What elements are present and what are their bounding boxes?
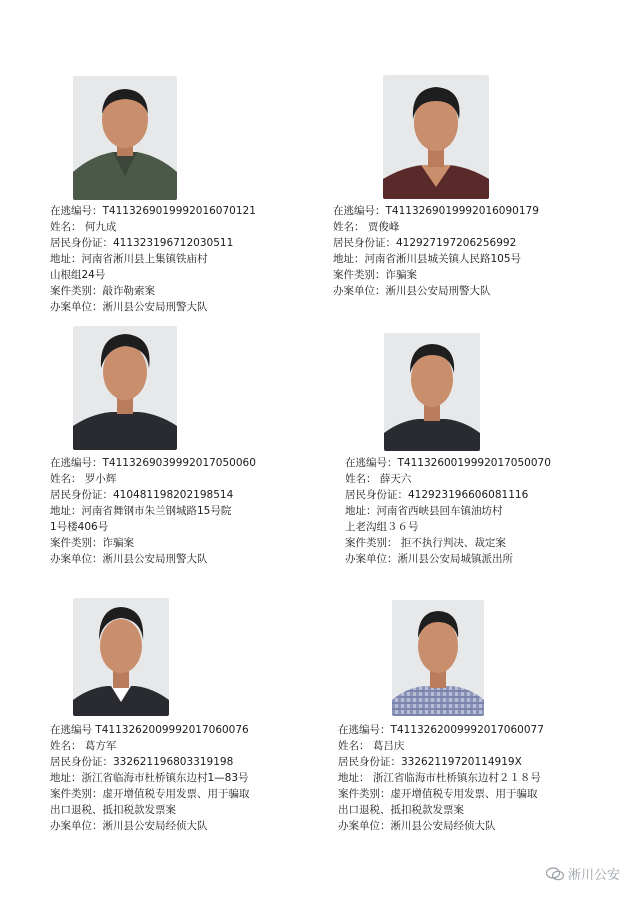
handling-unit: 办案单位：淅川县公安局经侦大队 (338, 820, 496, 832)
wanted-number: 在逃编号：T4113262009992017060077 (338, 724, 544, 736)
wanted-number: 在逃编号 T4113262009992017060076 (50, 724, 249, 736)
address: 地址：河南省西峡县回车镇油坊村 (345, 505, 503, 517)
id-number: 居民身份证：412927197206256992 (333, 237, 517, 249)
suspect-info (50, 203, 256, 315)
suspect-name: 姓名： 葛方军 (50, 740, 117, 752)
suspect-name: 姓名： 薛天六 (345, 473, 412, 485)
id-number: 居民身份证：33262119720114919X (338, 756, 522, 768)
id-number: 居民身份证：410481198202198514 (50, 489, 234, 501)
case-type-continued: 出口退税、抵扣税款发票案 (50, 804, 176, 816)
address: 地址：河南省淅川县城关镇人民路105号 (333, 253, 522, 265)
suspect-info (333, 203, 539, 299)
suspect-name: 姓名： 贾俊峰 (333, 221, 400, 233)
case-type: 案件类别： 拒不执行判决、裁定案 (345, 537, 506, 549)
suspect-name: 姓名： 罗小辉 (50, 473, 117, 485)
handling-unit: 办案单位：淅川县公安局经侦大队 (50, 820, 208, 832)
suspect-name: 姓名： 葛吕庆 (338, 740, 405, 752)
address-continued: 1号楼406号 (50, 521, 109, 533)
address: 地址：河南省淅川县上集镇铁庙村 (50, 253, 208, 265)
suspect-photo (73, 76, 177, 200)
suspect-name: 姓名： 何九成 (50, 221, 117, 233)
wanted-number: 在逃编号：T4113269019992016090179 (333, 205, 539, 217)
watermark-text: 淅川公安 (567, 868, 620, 883)
suspect-photo (73, 598, 169, 716)
case-type-continued: 出口退税、抵扣税款发票案 (338, 804, 464, 816)
wanted-number: 在逃编号：T4113269039992017050060 (50, 457, 256, 469)
handling-unit: 办案单位：淅川县公安局刑警大队 (50, 301, 208, 313)
id-number: 居民身份证：332621196803319198 (50, 756, 234, 768)
handling-unit: 办案单位：淅川县公安局刑警大队 (50, 553, 208, 565)
id-number: 居民身份证：411323196712030511 (50, 237, 234, 249)
suspect-info (50, 455, 256, 567)
address: 地址： 浙江省临海市杜桥镇东边村２１８号 (338, 772, 541, 784)
portrait-icon (73, 326, 177, 450)
chat-bubble-icon (546, 867, 564, 881)
id-number: 居民身份证：412923196606081116 (345, 489, 529, 501)
case-type: 案件类别：虚开增值税专用发票、用于骗取 (338, 788, 538, 800)
address: 地址：浙江省临海市杜桥镇东边村1—83号 (50, 772, 249, 784)
portrait-icon (383, 75, 489, 199)
suspect-photo (383, 75, 489, 199)
suspect-info (50, 722, 250, 834)
suspect-photo (384, 333, 480, 451)
suspect-info (345, 455, 551, 567)
handling-unit: 办案单位：淅川县公安局城镇派出所 (345, 553, 513, 565)
suspect-photo (73, 326, 177, 450)
wanted-number: 在逃编号：T4113269019992016070121 (50, 205, 256, 217)
address-continued: 上老沟组３６号 (345, 521, 419, 533)
suspect-photo (392, 600, 484, 716)
watermark (546, 864, 620, 883)
address-continued: 山根组24号 (50, 269, 106, 281)
wanted-number: 在逃编号：T4113260019992017050070 (345, 457, 551, 469)
case-type: 案件类别：诈骗案 (333, 269, 417, 281)
portrait-icon (384, 333, 480, 451)
portrait-icon (73, 76, 177, 200)
case-type: 案件类别：虚开增值税专用发票、用于骗取 (50, 788, 250, 800)
case-type: 案件类别：诈骗案 (50, 537, 134, 549)
portrait-icon (392, 600, 484, 716)
handling-unit: 办案单位：淅川县公安局刑警大队 (333, 285, 491, 297)
suspect-info (338, 722, 544, 834)
portrait-icon (73, 598, 169, 716)
case-type: 案件类别：敲诈勒索案 (50, 285, 155, 297)
address: 地址：河南省舞钢市朱兰钢城路15号院 (50, 505, 232, 517)
